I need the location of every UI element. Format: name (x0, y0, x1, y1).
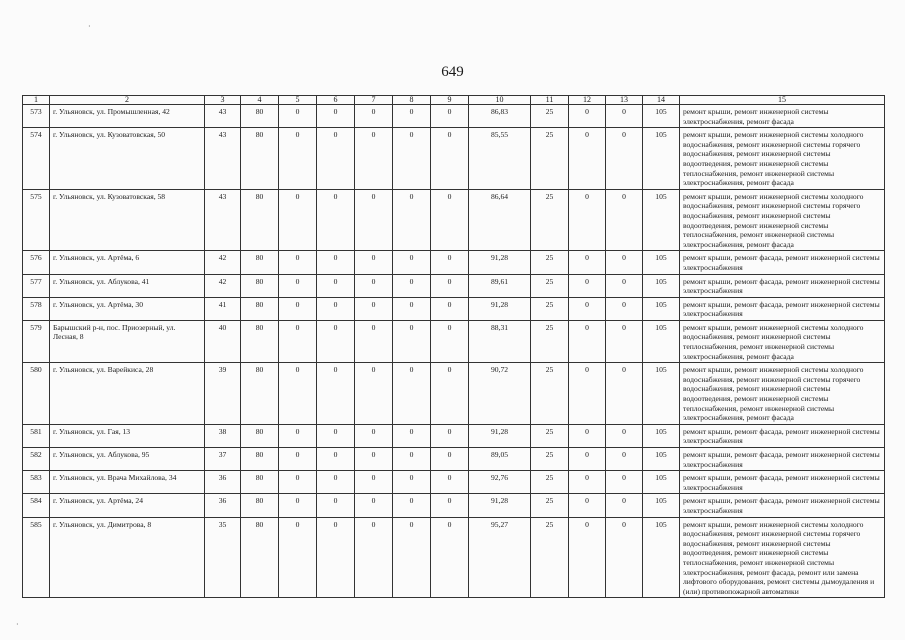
col-6-value: 0 (317, 251, 355, 274)
col-7-value: 0 (355, 128, 393, 190)
col-11-value: 25 (531, 424, 569, 447)
row-number: 575 (23, 189, 50, 251)
works-list-cell: ремонт крыши, ремонт фасада, ремонт инженерной системы электроснабжения (680, 251, 885, 274)
col-11-value: 25 (531, 189, 569, 251)
col-12-value: 0 (569, 448, 606, 471)
col-9-value: 0 (431, 189, 469, 251)
col-6-value: 0 (317, 105, 355, 128)
col-3-value: 42 (205, 274, 241, 297)
col-7-value: 0 (355, 320, 393, 362)
col-8-value: 0 (393, 297, 431, 320)
col-6-value: 0 (317, 297, 355, 320)
col-14-value: 105 (643, 494, 680, 517)
works-list-cell: ремонт крыши, ремонт инженерной системы холодного водоснабжения, ремонт инженерной системы горячего водоснабжения, ремонт инженерной системы водоотведения, ремонт инженерной системы теплоснабжения, ремонт инженерной системы электроснабжения, ремонт фасада, ремонт или замена лифтового оборудования, ремонт системы дымоудаления и (или) противопожарной автоматики (680, 517, 885, 598)
col-13-value: 0 (606, 320, 643, 362)
column-header: 9 (431, 96, 469, 105)
address-cell: г. Ульяновск, ул. Аблукова, 95 (50, 448, 205, 471)
col-12-value: 0 (569, 517, 606, 598)
address-cell: г. Ульяновск, ул. Врача Михайлова, 34 (50, 471, 205, 494)
col-4-value: 80 (241, 471, 279, 494)
col-8-value: 0 (393, 274, 431, 297)
col-9-value: 0 (431, 297, 469, 320)
col-3-value: 36 (205, 471, 241, 494)
col-8-value: 0 (393, 471, 431, 494)
row-number: 573 (23, 105, 50, 128)
col-10-value: 92,76 (469, 471, 531, 494)
col-9-value: 0 (431, 320, 469, 362)
column-header: 2 (50, 96, 205, 105)
address-cell: г. Ульяновск, ул. Гая, 13 (50, 424, 205, 447)
table-row (23, 424, 885, 447)
col-8-value: 0 (393, 128, 431, 190)
col-3-value: 43 (205, 105, 241, 128)
col-7-value: 0 (355, 448, 393, 471)
table-row (23, 128, 885, 190)
row-number: 585 (23, 517, 50, 598)
col-8-value: 0 (393, 251, 431, 274)
table-row (23, 320, 885, 362)
col-12-value: 0 (569, 251, 606, 274)
col-7-value: 0 (355, 274, 393, 297)
table-row (23, 517, 885, 598)
column-header: 11 (531, 96, 569, 105)
col-4-value: 80 (241, 251, 279, 274)
col-7-value: 0 (355, 494, 393, 517)
col-10-value: 89,61 (469, 274, 531, 297)
col-9-value: 0 (431, 517, 469, 598)
col-11-value: 25 (531, 517, 569, 598)
table-body (23, 96, 885, 598)
col-3-value: 41 (205, 297, 241, 320)
col-13-value: 0 (606, 297, 643, 320)
column-header: 1 (23, 96, 50, 105)
row-number: 580 (23, 363, 50, 425)
col-14-value: 105 (643, 424, 680, 447)
works-list-cell: ремонт крыши, ремонт инженерной системы электроснабжения, ремонт фасада (680, 105, 885, 128)
col-12-value: 0 (569, 320, 606, 362)
col-3-value: 38 (205, 424, 241, 447)
col-8-value: 0 (393, 320, 431, 362)
col-12-value: 0 (569, 105, 606, 128)
col-4-value: 80 (241, 274, 279, 297)
col-5-value: 0 (279, 320, 317, 362)
works-list-cell: ремонт крыши, ремонт инженерной системы холодного водоснабжения, ремонт инженерной системы теплоснабжения, ремонт инженерной системы электроснабжения, ремонт фасада (680, 320, 885, 362)
col-9-value: 0 (431, 471, 469, 494)
column-header: 13 (606, 96, 643, 105)
col-6-value: 0 (317, 494, 355, 517)
address-cell: г. Ульяновск, ул. Артёма, 30 (50, 297, 205, 320)
table-row (23, 297, 885, 320)
col-9-value: 0 (431, 424, 469, 447)
col-4-value: 80 (241, 297, 279, 320)
col-9-value: 0 (431, 105, 469, 128)
col-3-value: 43 (205, 128, 241, 190)
col-14-value: 105 (643, 363, 680, 425)
col-12-value: 0 (569, 363, 606, 425)
col-5-value: 0 (279, 448, 317, 471)
table-row (23, 274, 885, 297)
table-row (23, 251, 885, 274)
col-10-value: 95,27 (469, 517, 531, 598)
col-6-value: 0 (317, 448, 355, 471)
col-7-value: 0 (355, 424, 393, 447)
col-4-value: 80 (241, 448, 279, 471)
column-header: 3 (205, 96, 241, 105)
col-7-value: 0 (355, 297, 393, 320)
address-cell: г. Ульяновск, ул. Аблукова, 41 (50, 274, 205, 297)
col-5-value: 0 (279, 274, 317, 297)
col-14-value: 105 (643, 251, 680, 274)
col-7-value: 0 (355, 251, 393, 274)
col-13-value: 0 (606, 251, 643, 274)
works-list-cell: ремонт крыши, ремонт фасада, ремонт инженерной системы электроснабжения (680, 494, 885, 517)
col-10-value: 85,55 (469, 128, 531, 190)
column-header: 14 (643, 96, 680, 105)
col-8-value: 0 (393, 448, 431, 471)
works-list-cell: ремонт крыши, ремонт инженерной системы холодного водоснабжения, ремонт инженерной системы горячего водоснабжения, ремонт инженерной системы водоотведения, ремонт инженерной системы теплоснабжения, ремонт инженерной системы электроснабжения, ремонт фасада (680, 363, 885, 425)
col-7-value: 0 (355, 363, 393, 425)
table-row (23, 471, 885, 494)
col-4-value: 80 (241, 105, 279, 128)
col-5-value: 0 (279, 494, 317, 517)
address-cell: г. Ульяновск, ул. Димитрова, 8 (50, 517, 205, 598)
col-10-value: 86,83 (469, 105, 531, 128)
col-8-value: 0 (393, 189, 431, 251)
column-header: 12 (569, 96, 606, 105)
col-10-value: 91,28 (469, 297, 531, 320)
scan-speck: · (16, 620, 19, 629)
col-10-value: 88,31 (469, 320, 531, 362)
works-list-cell: ремонт крыши, ремонт фасада, ремонт инженерной системы электроснабжения (680, 424, 885, 447)
col-6-value: 0 (317, 471, 355, 494)
col-14-value: 105 (643, 320, 680, 362)
col-12-value: 0 (569, 471, 606, 494)
col-14-value: 105 (643, 105, 680, 128)
table-row (23, 189, 885, 251)
col-6-value: 0 (317, 517, 355, 598)
address-cell: г. Ульяновск, ул. Артёма, 6 (50, 251, 205, 274)
address-cell: г. Ульяновск, ул. Артёма, 24 (50, 494, 205, 517)
col-11-value: 25 (531, 105, 569, 128)
col-14-value: 105 (643, 128, 680, 190)
col-7-value: 0 (355, 517, 393, 598)
col-3-value: 37 (205, 448, 241, 471)
col-9-value: 0 (431, 448, 469, 471)
col-14-value: 105 (643, 274, 680, 297)
col-6-value: 0 (317, 128, 355, 190)
col-11-value: 25 (531, 494, 569, 517)
col-8-value: 0 (393, 363, 431, 425)
col-14-value: 105 (643, 448, 680, 471)
page-number: 649 (441, 64, 464, 80)
column-header: 7 (355, 96, 393, 105)
column-header: 6 (317, 96, 355, 105)
col-13-value: 0 (606, 471, 643, 494)
address-cell: Барышский р-н, пос. Приозерный, ул. Лесная, 8 (50, 320, 205, 362)
row-number: 582 (23, 448, 50, 471)
table-row (23, 494, 885, 517)
col-10-value: 91,28 (469, 494, 531, 517)
col-11-value: 25 (531, 320, 569, 362)
col-11-value: 25 (531, 363, 569, 425)
col-13-value: 0 (606, 424, 643, 447)
col-14-value: 105 (643, 297, 680, 320)
col-9-value: 0 (431, 363, 469, 425)
scan-speck: · (88, 22, 91, 31)
table-row (23, 363, 885, 425)
row-number: 577 (23, 274, 50, 297)
col-10-value: 91,28 (469, 424, 531, 447)
column-header: 4 (241, 96, 279, 105)
col-13-value: 0 (606, 448, 643, 471)
col-13-value: 0 (606, 517, 643, 598)
col-5-value: 0 (279, 363, 317, 425)
col-5-value: 0 (279, 251, 317, 274)
col-3-value: 42 (205, 251, 241, 274)
col-4-value: 80 (241, 424, 279, 447)
col-10-value: 91,28 (469, 251, 531, 274)
col-11-value: 25 (531, 471, 569, 494)
col-11-value: 25 (531, 251, 569, 274)
col-12-value: 0 (569, 297, 606, 320)
col-5-value: 0 (279, 517, 317, 598)
col-6-value: 0 (317, 274, 355, 297)
works-list-cell: ремонт крыши, ремонт фасада, ремонт инженерной системы электроснабжения (680, 297, 885, 320)
col-9-value: 0 (431, 274, 469, 297)
col-12-value: 0 (569, 274, 606, 297)
row-number: 583 (23, 471, 50, 494)
col-5-value: 0 (279, 189, 317, 251)
column-header: 10 (469, 96, 531, 105)
row-number: 579 (23, 320, 50, 362)
column-header: 15 (680, 96, 885, 105)
col-7-value: 0 (355, 189, 393, 251)
col-3-value: 43 (205, 189, 241, 251)
col-4-value: 80 (241, 494, 279, 517)
col-8-value: 0 (393, 424, 431, 447)
col-12-value: 0 (569, 494, 606, 517)
col-9-value: 0 (431, 494, 469, 517)
table-row (23, 448, 885, 471)
works-list-cell: ремонт крыши, ремонт инженерной системы холодного водоснабжения, ремонт инженерной системы горячего водоснабжения, ремонт инженерной системы водоотведения, ремонт инженерной системы теплоснабжения, ремонт инженерной системы электроснабжения, ремонт фасада (680, 189, 885, 251)
col-5-value: 0 (279, 471, 317, 494)
col-13-value: 0 (606, 128, 643, 190)
repair-register-table (22, 95, 885, 598)
col-13-value: 0 (606, 274, 643, 297)
row-number: 576 (23, 251, 50, 274)
address-cell: г. Ульяновск, ул. Кузоватовская, 50 (50, 128, 205, 190)
col-6-value: 0 (317, 320, 355, 362)
row-number: 578 (23, 297, 50, 320)
col-11-value: 25 (531, 448, 569, 471)
col-4-value: 80 (241, 320, 279, 362)
works-list-cell: ремонт крыши, ремонт фасада, ремонт инженерной системы электроснабжения (680, 274, 885, 297)
col-4-value: 80 (241, 128, 279, 190)
col-5-value: 0 (279, 297, 317, 320)
col-3-value: 35 (205, 517, 241, 598)
col-8-value: 0 (393, 105, 431, 128)
col-12-value: 0 (569, 424, 606, 447)
col-6-value: 0 (317, 363, 355, 425)
col-4-value: 80 (241, 189, 279, 251)
col-9-value: 0 (431, 128, 469, 190)
column-number-row (23, 96, 885, 105)
col-12-value: 0 (569, 189, 606, 251)
col-9-value: 0 (431, 251, 469, 274)
col-13-value: 0 (606, 363, 643, 425)
col-4-value: 80 (241, 363, 279, 425)
column-header: 5 (279, 96, 317, 105)
address-cell: г. Ульяновск, ул. Варейкиса, 28 (50, 363, 205, 425)
col-10-value: 89,05 (469, 448, 531, 471)
address-cell: г. Ульяновск, ул. Кузоватовская, 58 (50, 189, 205, 251)
col-13-value: 0 (606, 494, 643, 517)
col-8-value: 0 (393, 494, 431, 517)
col-11-value: 25 (531, 274, 569, 297)
col-7-value: 0 (355, 471, 393, 494)
col-14-value: 105 (643, 471, 680, 494)
col-13-value: 0 (606, 189, 643, 251)
address-cell: г. Ульяновск, ул. Промышленная, 42 (50, 105, 205, 128)
col-10-value: 86,64 (469, 189, 531, 251)
col-8-value: 0 (393, 517, 431, 598)
row-number: 584 (23, 494, 50, 517)
col-5-value: 0 (279, 128, 317, 190)
col-3-value: 40 (205, 320, 241, 362)
col-11-value: 25 (531, 128, 569, 190)
col-6-value: 0 (317, 424, 355, 447)
col-14-value: 105 (643, 189, 680, 251)
col-11-value: 25 (531, 297, 569, 320)
col-6-value: 0 (317, 189, 355, 251)
table-row (23, 105, 885, 128)
col-13-value: 0 (606, 105, 643, 128)
col-12-value: 0 (569, 128, 606, 190)
col-3-value: 36 (205, 494, 241, 517)
row-number: 581 (23, 424, 50, 447)
works-list-cell: ремонт крыши, ремонт инженерной системы холодного водоснабжения, ремонт инженерной системы горячего водоснабжения, ремонт инженерной системы водоотведения, ремонт инженерной системы теплоснабжения, ремонт инженерной системы электроснабжения, ремонт фасада (680, 128, 885, 190)
col-7-value: 0 (355, 105, 393, 128)
col-5-value: 0 (279, 424, 317, 447)
row-number: 574 (23, 128, 50, 190)
col-4-value: 80 (241, 517, 279, 598)
works-list-cell: ремонт крыши, ремонт фасада, ремонт инженерной системы электроснабжения (680, 448, 885, 471)
column-header: 8 (393, 96, 431, 105)
works-list-cell: ремонт крыши, ремонт фасада, ремонт инженерной системы электроснабжения (680, 471, 885, 494)
col-14-value: 105 (643, 517, 680, 598)
col-3-value: 39 (205, 363, 241, 425)
col-10-value: 90,72 (469, 363, 531, 425)
col-5-value: 0 (279, 105, 317, 128)
